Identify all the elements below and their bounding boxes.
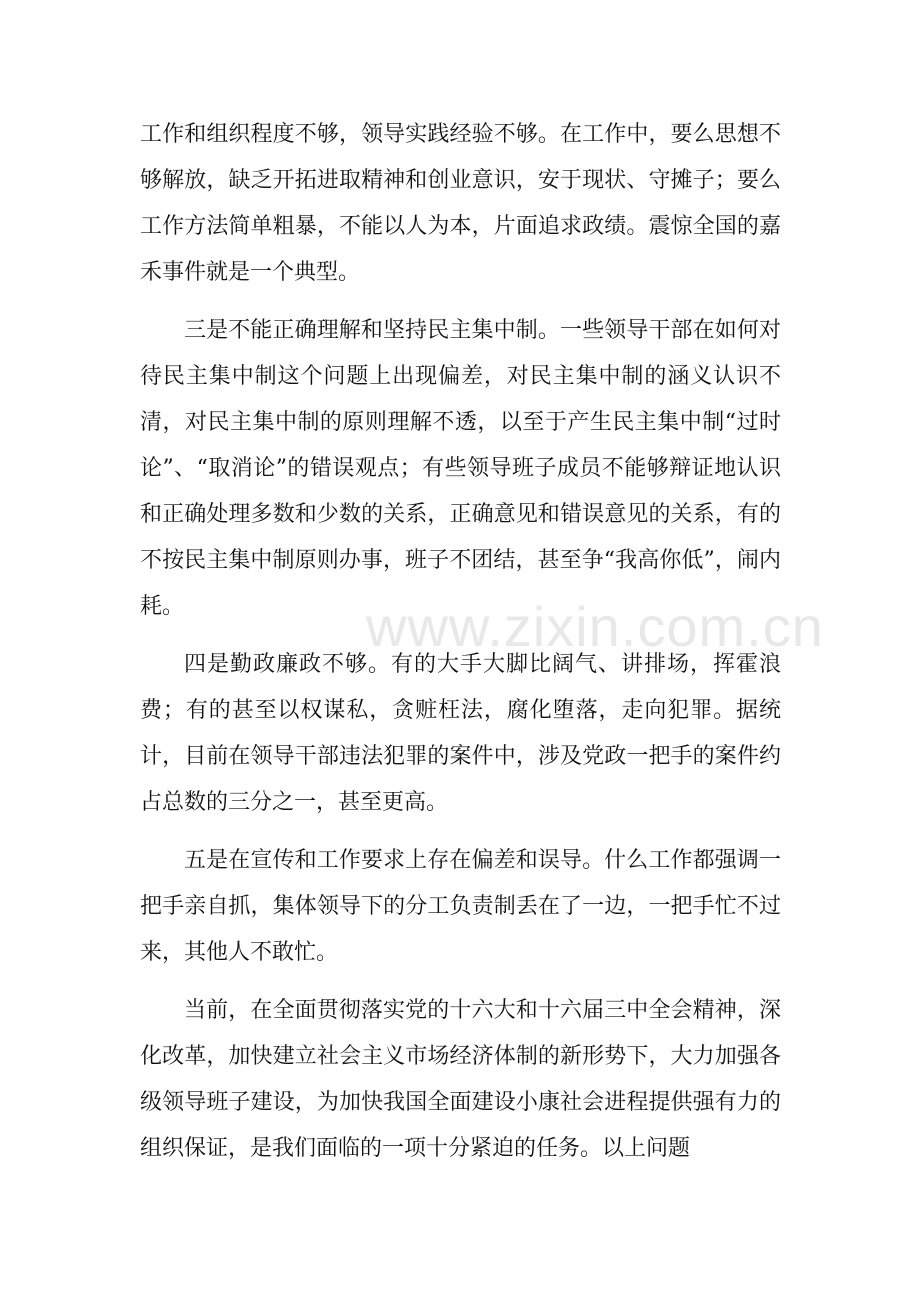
document-body bbox=[140, 112, 781, 1184]
paragraph-integrity: 四是勤政廉政不够。有的大手大脚比阔气、讲排场，挥霍浪费；有的甚至以权谋私，贪赃枉法，腐化堕落，走向犯罪。据统计，目前在领导干部违法犯罪的案件中，涉及党政一把手的案件约占总数的三分之一，甚至更高。 bbox=[140, 652, 781, 815]
paragraph-democratic-centralism: 三是不能正确理解和坚持民主集中制。一些领导干部在如何对待民主集中制这个问题上出现偏差，对民主集中制的涵义认识不清，对民主集中制的原则理解不透，以至于产生民主集中制“过时论”、“取消论”的错误观点；有些领导班子成员不能够辩证地认识和正确处理多数和少数的关系，正确意见和错误意见的关系，有的不按民主集中制原则办事，班子不团结，甚至争“我高你低”，闹内耗。 bbox=[140, 318, 781, 619]
watermark: www.zixin.com.cn bbox=[366, 595, 824, 658]
paragraph-current-task: 当前，在全面贯彻落实党的十六大和十六届三中全会精神，深化改革，加快建立社会主义市场经济体制的新形势下，大力加强各级领导班子建设，为加快我国全面建设小康社会进程提供强有力的组织保证，是我们面临的一项十分紧迫的任务。以上问题 bbox=[140, 998, 781, 1161]
paragraph-continuation: 工作和组织程度不够，领导实践经验不够。在工作中，要么思想不够解放，缺乏开拓进取精神和创业意识，安于现状、守摊子；要么工作方法简单粗暴，不能以人为本，片面追求政绩。震惊全国的嘉禾事件就是一个典型。 bbox=[140, 122, 781, 285]
paragraph-propaganda: 五是在宣传和工作要求上存在偏差和误导。什么工作都强调一把手亲自抓，集体领导下的分工负责制丢在了一边，一把手忙不过来，其他人不敢忙。 bbox=[140, 848, 781, 965]
